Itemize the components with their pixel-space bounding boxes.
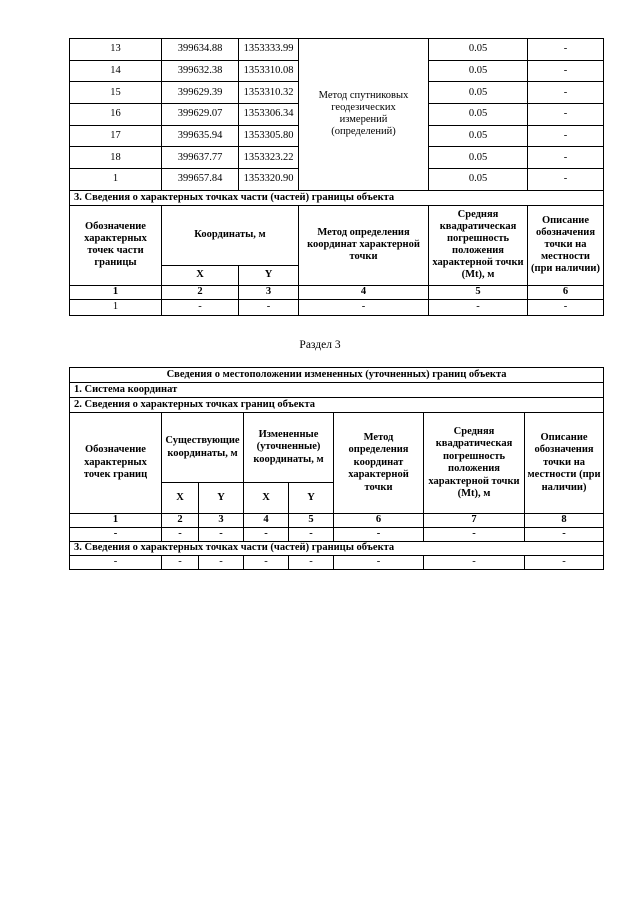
column-number: 4 — [299, 285, 429, 299]
section-title: Раздел 3 — [299, 339, 341, 351]
mt-cell: 0.05 — [429, 169, 528, 191]
point-number-cell: 1 — [70, 169, 162, 191]
table-row — [70, 39, 604, 61]
col-header-description: Описание обозначения точки на местности (при наличии) — [525, 413, 604, 514]
col-header-x: X — [162, 265, 239, 285]
column-number: 3 — [199, 514, 244, 528]
y-coordinate-cell: 1353310.32 — [239, 82, 299, 104]
col-header-designation: Обозначение характерных точек границ — [70, 413, 162, 514]
table-cell: - — [199, 528, 244, 542]
col-header-y: Y — [289, 483, 334, 514]
x-coordinate-cell: 399629.07 — [162, 104, 239, 126]
boundary-points-table — [69, 38, 604, 316]
part-points-heading: 3. Сведения о характерных точках части (частей) границы объекта — [70, 542, 604, 556]
mt-cell: 0.05 — [429, 104, 528, 126]
table-cell: - — [528, 299, 604, 315]
y-coordinate-cell: 1353333.99 — [239, 39, 299, 61]
col-header-changed-coords: Измененные (уточненные) координаты, м — [244, 413, 334, 483]
y-coordinate-cell: 1353306.34 — [239, 104, 299, 126]
column-number: 5 — [289, 514, 334, 528]
description-cell: - — [528, 39, 604, 61]
y-coordinate-cell: 1353305.80 — [239, 125, 299, 147]
method-cell: Метод спутниковых геодезических измерений (определений) — [299, 39, 429, 191]
description-cell: - — [528, 82, 604, 104]
column-numbers-row — [70, 514, 604, 528]
col-header-mt: Средняя квадратическая погрешность положения характерной точки (Mt), м — [424, 413, 525, 514]
col-header-designation: Обозначение характерных точек части границы — [70, 205, 162, 285]
table-cell: - — [239, 299, 299, 315]
column-number: 8 — [525, 514, 604, 528]
table-cell: - — [199, 556, 244, 570]
col-header-mt: Средняя квадратическая погрешность положения характерной точки (Mt), м — [429, 205, 528, 285]
table-cell: - — [244, 528, 289, 542]
x-coordinate-cell: 399634.88 — [162, 39, 239, 61]
column-number: 2 — [162, 514, 199, 528]
x-coordinate-cell: 399629.39 — [162, 82, 239, 104]
col-header-x: X — [162, 483, 199, 514]
column-number: 4 — [244, 514, 289, 528]
y-coordinate-cell: 1353323.22 — [239, 147, 299, 169]
column-number: 2 — [162, 285, 239, 299]
table-cell: - — [525, 528, 604, 542]
x-coordinate-cell: 399637.77 — [162, 147, 239, 169]
table-title: Сведения о местоположении измененных (уточненных) границ объекта — [70, 368, 604, 383]
table-row — [70, 299, 604, 315]
table-cell: - — [424, 528, 525, 542]
description-cell: - — [528, 147, 604, 169]
point-number-cell: 14 — [70, 60, 162, 82]
description-cell: - — [528, 60, 604, 82]
y-coordinate-cell: 1353320.90 — [239, 169, 299, 191]
y-coordinate-cell: 1353310.08 — [239, 60, 299, 82]
table-cell: - — [70, 556, 162, 570]
point-number-cell: 15 — [70, 82, 162, 104]
column-number: 6 — [334, 514, 424, 528]
mt-cell: 0.05 — [429, 147, 528, 169]
table-cell: - — [162, 528, 199, 542]
description-cell: - — [528, 104, 604, 126]
table-cell: - — [244, 556, 289, 570]
col-header-description: Описание обозначения точки на местности (при наличии) — [528, 205, 604, 285]
column-number: 3 — [239, 285, 299, 299]
table-cell: - — [525, 556, 604, 570]
col-header-method: Метод определения координат характерной точки — [299, 205, 429, 285]
table-cell: - — [289, 528, 334, 542]
column-number: 5 — [429, 285, 528, 299]
x-coordinate-cell: 399635.94 — [162, 125, 239, 147]
mt-cell: 0.05 — [429, 60, 528, 82]
mt-cell: 0.05 — [429, 39, 528, 61]
table-cell: - — [289, 556, 334, 570]
column-number: 1 — [70, 514, 162, 528]
col-header-method: Метод определения координат характерной точки — [334, 413, 424, 514]
mt-cell: 0.05 — [429, 82, 528, 104]
table-cell: - — [424, 556, 525, 570]
mt-cell: 0.05 — [429, 125, 528, 147]
table-cell: - — [334, 528, 424, 542]
col-header-coordinates: Координаты, м — [162, 205, 299, 265]
point-number-cell: 18 — [70, 147, 162, 169]
table-cell: 1 — [70, 299, 162, 315]
column-numbers-row — [70, 285, 604, 299]
description-cell: - — [528, 125, 604, 147]
point-number-cell: 17 — [70, 125, 162, 147]
point-number-cell: 13 — [70, 39, 162, 61]
table-cell: - — [334, 556, 424, 570]
coordinate-system-heading: 1. Система координат — [70, 383, 604, 398]
table-cell: - — [70, 528, 162, 542]
table-cell: - — [299, 299, 429, 315]
column-number: 7 — [424, 514, 525, 528]
column-number: 1 — [70, 285, 162, 299]
section-heading-part-points: 3. Сведения о характерных точках части (частей) границы объекта — [70, 190, 604, 205]
col-header-x: X — [244, 483, 289, 514]
table-cell: - — [162, 299, 239, 315]
x-coordinate-cell: 399657.84 — [162, 169, 239, 191]
boundary-points-heading: 2. Сведения о характерных точках границ объекта — [70, 398, 604, 413]
x-coordinate-cell: 399632.38 — [162, 60, 239, 82]
description-cell: - — [528, 169, 604, 191]
col-header-existing-coords: Существующие координаты, м — [162, 413, 244, 483]
table-row — [70, 556, 604, 570]
point-number-cell: 16 — [70, 104, 162, 126]
table-cell: - — [429, 299, 528, 315]
col-header-y: Y — [199, 483, 244, 514]
column-number: 6 — [528, 285, 604, 299]
table-cell: - — [162, 556, 199, 570]
changed-boundaries-table — [69, 367, 604, 570]
col-header-y: Y — [239, 265, 299, 285]
table-row — [70, 528, 604, 542]
